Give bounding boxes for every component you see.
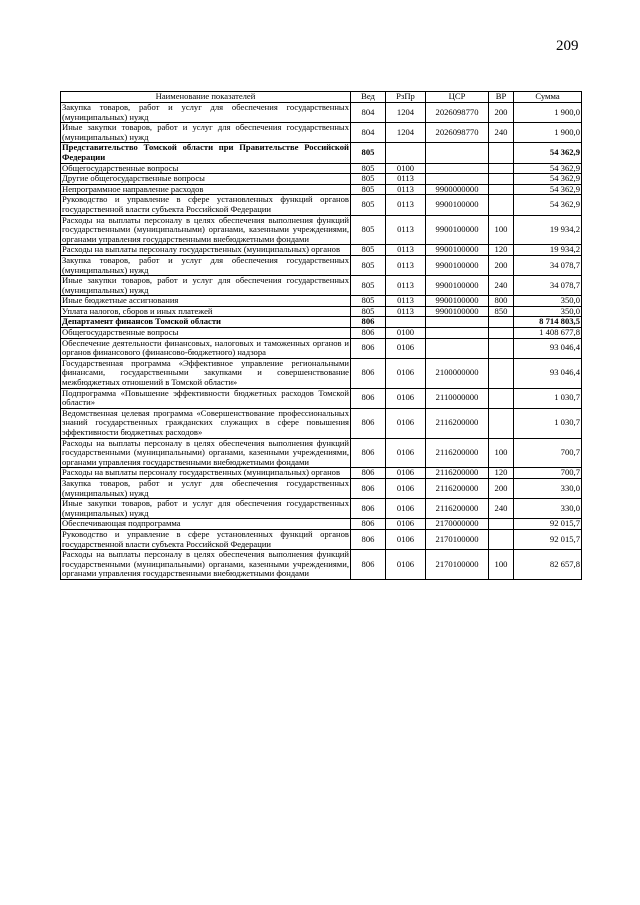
row-csr: 2100000000 [426, 358, 489, 388]
row-ved: 805 [351, 245, 386, 256]
row-ved: 806 [351, 408, 386, 438]
row-ved: 806 [351, 358, 386, 388]
row-ved: 805 [351, 174, 386, 185]
header-name: Наименование показателей [61, 92, 351, 103]
row-csr: 2170100000 [426, 529, 489, 549]
row-csr: 2116200000 [426, 468, 489, 479]
row-vr: 240 [489, 499, 514, 519]
row-vr [489, 519, 514, 530]
row-ved: 806 [351, 388, 386, 408]
row-sum: 34 078,7 [514, 255, 582, 275]
table-row [61, 184, 582, 195]
row-csr [426, 163, 489, 174]
row-sum: 8 714 803,5 [514, 317, 582, 328]
row-ved: 804 [351, 123, 386, 143]
table-row [61, 388, 582, 408]
row-rzpr: 0100 [386, 328, 426, 339]
row-name: Расходы на выплаты персоналу государственных (муниципальных) органов [61, 468, 351, 479]
table-row [61, 358, 582, 388]
row-vr: 200 [489, 255, 514, 275]
row-name: Закупка товаров, работ и услуг для обеспечения государственных (муниципальных) нужд [62, 102, 349, 122]
row-rzpr: 1204 [386, 103, 426, 123]
row-rzpr: 0106 [386, 550, 426, 580]
table-row [61, 328, 582, 339]
row-rzpr: 0113 [386, 276, 426, 296]
row-ved: 806 [351, 529, 386, 549]
table-row [61, 338, 582, 358]
row-vr: 100 [489, 550, 514, 580]
row-name: Иные закупки товаров, работ и услуг для обеспечения государственных (муниципальных) нужд [62, 275, 349, 295]
row-sum: 1 408 677,8 [514, 328, 582, 339]
row-name: Ведомственная целевая программа «Совершенствование профессиональных знаний государственных гражданских служащих в сфере повышения эффективности бюджетных расходов» [62, 407, 349, 437]
row-sum: 54 362,9 [514, 184, 582, 195]
row-name: Общегосударственные вопросы [61, 163, 351, 174]
row-ved: 806 [351, 317, 386, 328]
budget-table [60, 91, 582, 580]
row-vr: 120 [489, 468, 514, 479]
row-rzpr: 0106 [386, 388, 426, 408]
table-row [61, 163, 582, 174]
row-vr [489, 358, 514, 388]
row-vr [489, 317, 514, 328]
row-name: Расходы на выплаты персоналу в целях обеспечения выполнения функций государственными (муниципальными) органами, казенными учреждениями, органами управления государственными внебюджетными фондами [62, 437, 349, 467]
row-ved: 806 [351, 499, 386, 519]
row-rzpr: 0106 [386, 338, 426, 358]
table-row [61, 255, 582, 275]
page-number: 209 [556, 38, 579, 54]
table-header-row [61, 92, 582, 103]
row-name: Расходы на выплаты персоналу в целях обеспечения выполнения функций государственными (муниципальными) органами, казенными учреждениями, органами управления государственными внебюджетными фондами [62, 549, 349, 579]
row-name: Иные закупки товаров, работ и услуг для обеспечения государственных (муниципальных) нужд [62, 122, 349, 142]
row-rzpr: 0106 [386, 408, 426, 438]
table-row [61, 519, 582, 530]
row-vr: 800 [489, 296, 514, 307]
row-sum: 19 934,2 [514, 245, 582, 256]
row-csr: 2116200000 [426, 438, 489, 468]
row-rzpr: 1204 [386, 123, 426, 143]
row-csr: 2170100000 [426, 550, 489, 580]
row-rzpr: 0113 [386, 296, 426, 307]
row-ved: 806 [351, 338, 386, 358]
row-rzpr: 0100 [386, 163, 426, 174]
row-sum: 1 030,7 [514, 388, 582, 408]
row-sum: 1 900,0 [514, 123, 582, 143]
row-vr [489, 529, 514, 549]
row-rzpr: 0113 [386, 184, 426, 195]
row-ved: 806 [351, 550, 386, 580]
row-vr [489, 195, 514, 215]
row-sum: 34 078,7 [514, 276, 582, 296]
row-sum: 92 015,7 [514, 519, 582, 530]
header-vr: ВР [489, 92, 514, 103]
table-row [61, 123, 582, 143]
row-ved: 806 [351, 519, 386, 530]
row-name: Иные бюджетные ассигнования [61, 296, 351, 307]
row-vr: 200 [489, 103, 514, 123]
row-vr: 240 [489, 123, 514, 143]
table-row [61, 143, 582, 163]
row-csr: 2116200000 [426, 499, 489, 519]
row-ved: 804 [351, 103, 386, 123]
row-sum: 19 934,2 [514, 215, 582, 245]
row-vr: 120 [489, 245, 514, 256]
row-vr [489, 338, 514, 358]
row-name: Руководство и управление в сфере установленных функций органов государственной власти субъекта Российской Федерации [62, 194, 349, 214]
table-row [61, 529, 582, 549]
row-ved: 806 [351, 438, 386, 468]
row-sum: 1 030,7 [514, 408, 582, 438]
row-rzpr: 0113 [386, 215, 426, 245]
row-ved: 805 [351, 163, 386, 174]
row-sum: 1 900,0 [514, 103, 582, 123]
row-vr: 100 [489, 438, 514, 468]
row-ved: 805 [351, 195, 386, 215]
row-sum: 350,0 [514, 296, 582, 307]
table-row [61, 468, 582, 479]
row-csr: 9900000000 [426, 184, 489, 195]
table-row [61, 499, 582, 519]
row-name: Руководство и управление в сфере установленных функций органов государственной власти субъекта Российской Федерации [62, 528, 349, 549]
table-row [61, 276, 582, 296]
row-csr: 2116200000 [426, 408, 489, 438]
row-sum: 330,0 [514, 499, 582, 519]
row-csr: 9900100000 [426, 255, 489, 275]
row-sum: 54 362,9 [514, 174, 582, 185]
row-ved: 806 [351, 468, 386, 479]
row-csr: 9900100000 [426, 306, 489, 317]
row-name: Департамент финансов Томской области [61, 317, 351, 328]
row-ved: 806 [351, 328, 386, 339]
header-csr: ЦСР [426, 92, 489, 103]
row-sum: 82 657,8 [514, 550, 582, 580]
row-vr: 240 [489, 276, 514, 296]
row-name: Иные закупки товаров, работ и услуг для обеспечения государственных (муниципальных) нужд [62, 498, 349, 518]
row-name: Представительство Томской области при Правительстве Российской Федерации [62, 142, 349, 162]
row-sum: 700,7 [514, 468, 582, 479]
row-csr: 9900100000 [426, 245, 489, 256]
row-csr: 2170000000 [426, 519, 489, 530]
row-sum: 92 015,7 [514, 529, 582, 549]
row-vr [489, 328, 514, 339]
table-row [61, 438, 582, 468]
table-body [61, 103, 582, 580]
row-vr [489, 163, 514, 174]
row-name: Закупка товаров, работ и услуг для обеспечения государственных (муниципальных) нужд [62, 254, 349, 275]
row-name: Уплата налогов, сборов и иных платежей [61, 306, 351, 317]
row-rzpr [386, 143, 426, 163]
row-ved: 805 [351, 276, 386, 296]
row-csr [426, 174, 489, 185]
row-vr [489, 174, 514, 185]
row-sum: 93 046,4 [514, 358, 582, 388]
row-rzpr [386, 317, 426, 328]
row-csr: 9900100000 [426, 215, 489, 245]
table-row [61, 296, 582, 307]
row-name: Обеспечивающая подпрограмма [61, 519, 351, 530]
row-rzpr: 0106 [386, 499, 426, 519]
row-sum: 700,7 [514, 438, 582, 468]
row-csr: 2026098770 [426, 103, 489, 123]
row-rzpr: 0113 [386, 255, 426, 275]
table-row [61, 478, 582, 498]
row-rzpr: 0106 [386, 478, 426, 498]
row-rzpr: 0113 [386, 174, 426, 185]
row-vr: 100 [489, 215, 514, 245]
header-rzpr: РзПр [386, 92, 426, 103]
row-vr: 200 [489, 478, 514, 498]
row-name: Обеспечение деятельности финансовых, налоговых и таможенных органов и органов финансового (финансово-бюджетного) надзора [62, 337, 349, 358]
row-name: Расходы на выплаты персоналу государственных (муниципальных) органов [61, 245, 351, 256]
header-sum: Сумма [514, 92, 582, 103]
row-rzpr: 0106 [386, 529, 426, 549]
row-name: Общегосударственные вопросы [61, 328, 351, 339]
row-rzpr: 0113 [386, 306, 426, 317]
row-vr [489, 143, 514, 163]
header-ved: Вед [351, 92, 386, 103]
row-csr [426, 143, 489, 163]
row-vr [489, 388, 514, 408]
row-csr: 9900100000 [426, 276, 489, 296]
table-row [61, 103, 582, 123]
row-csr [426, 338, 489, 358]
row-csr: 2026098770 [426, 123, 489, 143]
row-vr [489, 408, 514, 438]
row-rzpr: 0106 [386, 468, 426, 479]
row-name: Расходы на выплаты персоналу в целях обеспечения выполнения функций государственными (муниципальными) органами, казенными учреждениями, органами управления государственными внебюджетными фондами [62, 214, 349, 244]
row-ved: 805 [351, 306, 386, 317]
row-ved: 805 [351, 215, 386, 245]
row-csr: 9900100000 [426, 195, 489, 215]
row-rzpr: 0106 [386, 519, 426, 530]
row-vr: 850 [489, 306, 514, 317]
row-sum: 54 362,9 [514, 195, 582, 215]
row-ved: 806 [351, 478, 386, 498]
table-row [61, 215, 582, 245]
row-rzpr: 0113 [386, 245, 426, 256]
row-name: Непрограммное направление расходов [61, 184, 351, 195]
row-name: Закупка товаров, работ и услуг для обеспечения государственных (муниципальных) нужд [62, 477, 349, 498]
row-csr: 2116200000 [426, 478, 489, 498]
row-ved: 805 [351, 184, 386, 195]
row-csr [426, 328, 489, 339]
row-name: Государственная программа «Эффективное управление региональными финансами, государственными закупками и совершенствование межбюджетных отношений в Томской области» [62, 357, 349, 388]
row-rzpr: 0106 [386, 438, 426, 468]
row-ved: 805 [351, 255, 386, 275]
row-csr: 2110000000 [426, 388, 489, 408]
table-row [61, 550, 582, 580]
table-row [61, 306, 582, 317]
row-sum: 350,0 [514, 306, 582, 317]
row-sum: 54 362,9 [514, 163, 582, 174]
row-csr: 9900100000 [426, 296, 489, 307]
row-rzpr: 0113 [386, 195, 426, 215]
row-vr [489, 184, 514, 195]
table-row [61, 408, 582, 438]
table-row [61, 317, 582, 328]
row-rzpr: 0106 [386, 358, 426, 388]
row-sum: 330,0 [514, 478, 582, 498]
table-row [61, 245, 582, 256]
table-row [61, 195, 582, 215]
row-ved: 805 [351, 296, 386, 307]
row-sum: 93 046,4 [514, 338, 582, 358]
row-sum: 54 362,9 [514, 143, 582, 163]
table-row [61, 174, 582, 185]
row-csr [426, 317, 489, 328]
row-name: Другие общегосударственные вопросы [61, 174, 351, 185]
row-name: Подпрограмма «Повышение эффективности бюджетных расходов Томской области» [62, 387, 349, 408]
row-ved: 805 [351, 143, 386, 163]
